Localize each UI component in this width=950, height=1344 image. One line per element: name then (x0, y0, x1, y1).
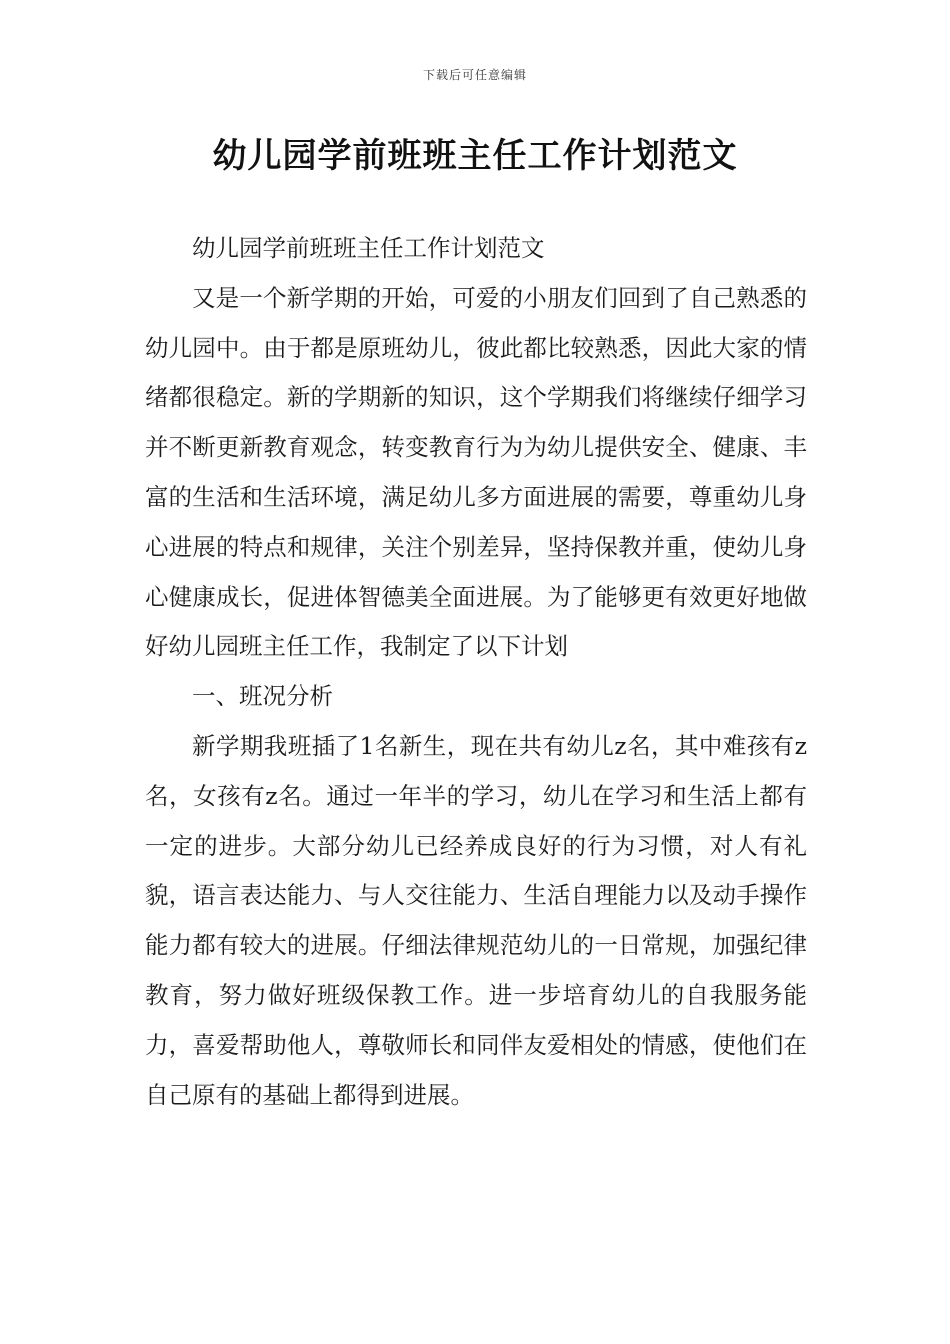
document-title: 幼儿园学前班班主任工作计划范文 (212, 136, 738, 176)
page-header: 下载后可任意编辑 (422, 68, 527, 82)
section-heading-class-analysis: 一、班况分析 (192, 682, 333, 711)
subtitle-paragraph: 幼儿园学前班班主任工作计划范文 (192, 234, 545, 262)
intro-paragraph: 又是一个新学期的开始，可爱的小朋友们回到了自己熟悉的幼儿园中。由于都是原班幼儿，彼此都比较熟悉，因此大家的情绪都很稳定。新的学期新的知识，这个学期我们将继续仔细学习并不断更新教育观念，转变教育行为为幼儿提供安全、健康、丰富的生活和生活环境，满足幼儿多方面进展的需要，尊重幼儿身心进展的特点和规律，关注个别差异，坚持保教并重，使幼儿身心健康成长，促进体智德美全面进展。为了能够更有效更好地做好幼儿园班主任工作，我制定了以下计划 (145, 283, 807, 661)
class-analysis-paragraph: 新学期我班插了1名新生，现在共有幼儿z名，其中难孩有z名，女孩有z名。通过一年半的学习，幼儿在学习和生活上都有一定的进步。大部分幼儿已经养成良好的行为习惯，对人有礼貌，语言表达能力、与人交往能力、生活自理能力以及动手操作能力都有较大的进展。仔细法律规范幼儿的一日常规，加强纪律教育，努力做好班级保教工作。进一步培育幼儿的自我服务能力，喜爱帮助他人，尊敬师长和同伴友爱相处的情感，使他们在自己原有的基础上都得到进展。 (145, 731, 807, 1109)
document-body (145, 224, 807, 1120)
